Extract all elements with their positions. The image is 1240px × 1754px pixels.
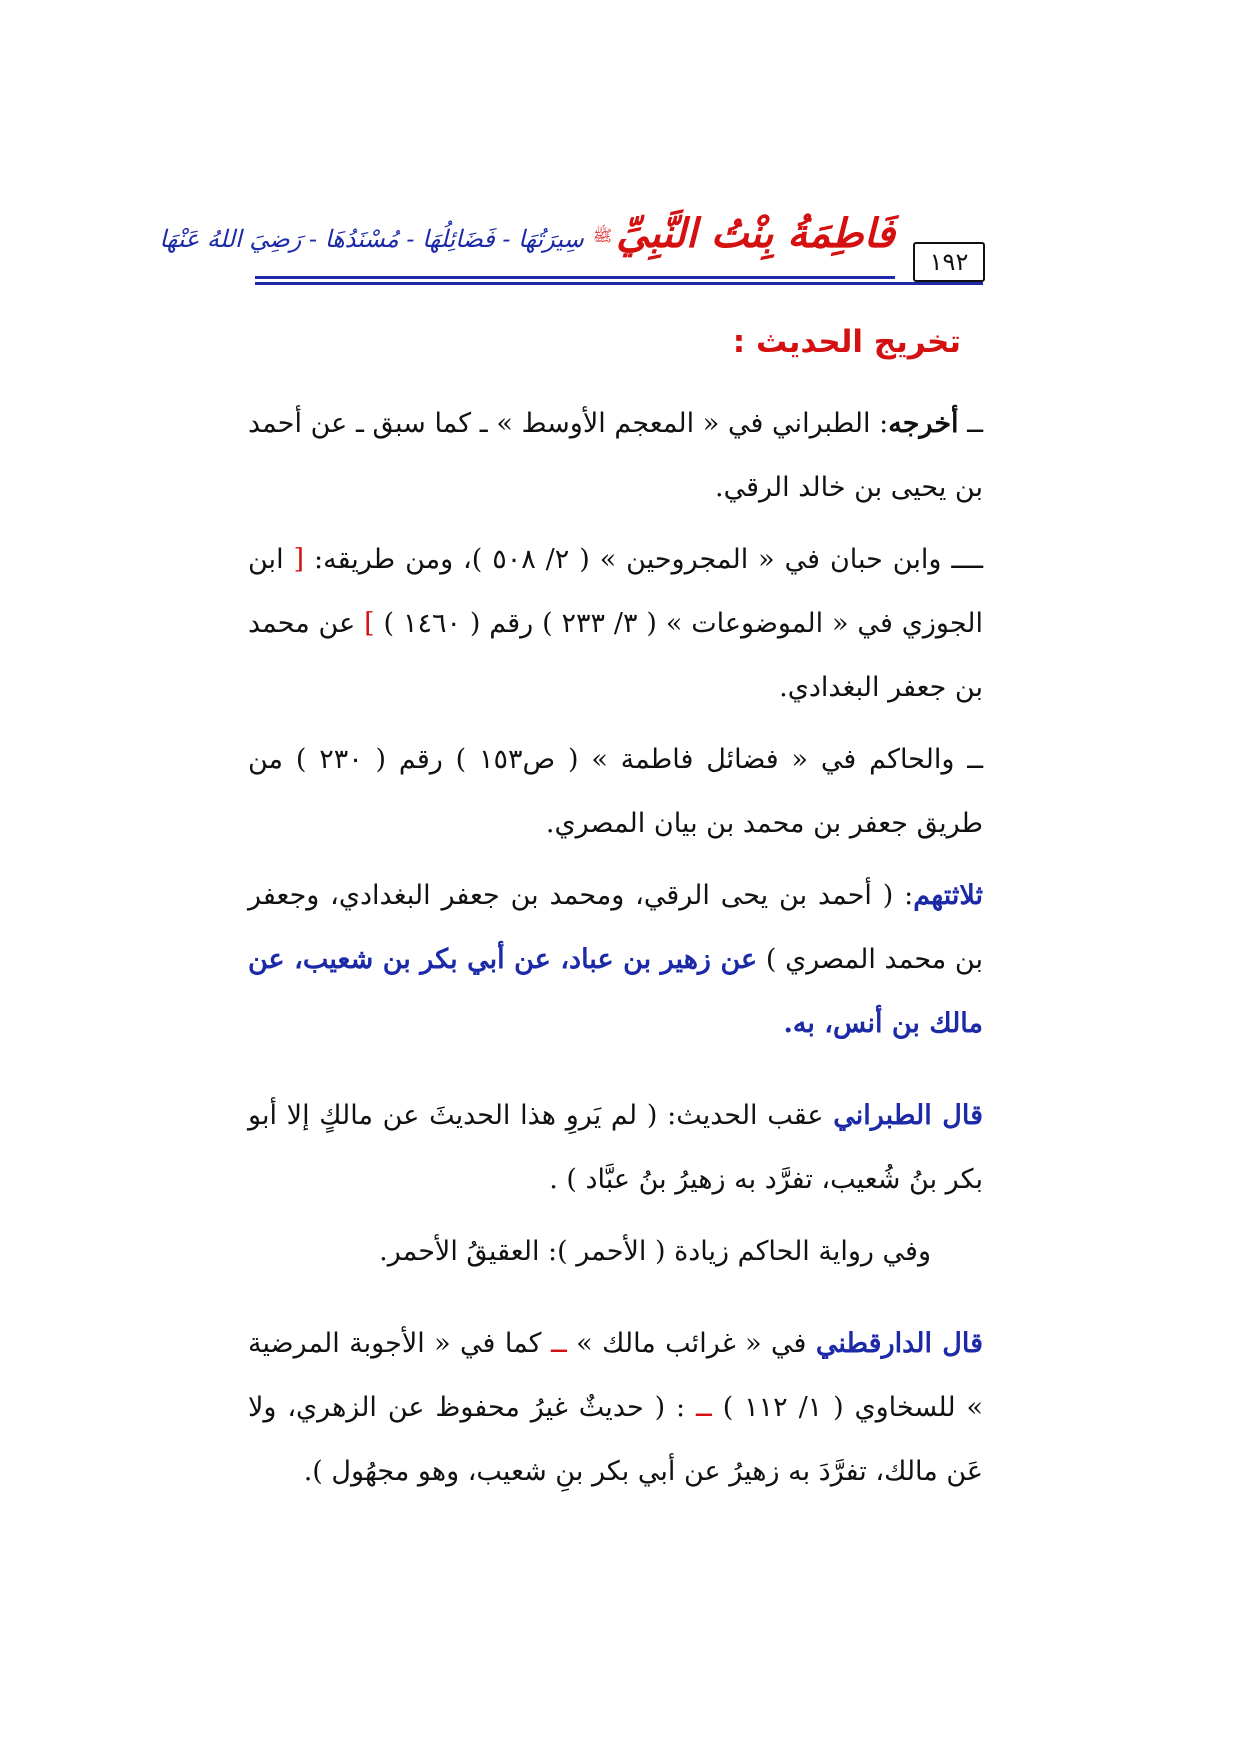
paragraph-text: : ( حديثٌ غيرُ محفوظ عن الزهري، ولا عَن مالك، تفرَّدَ به زهيرُ عن أبي بكر بنِ شعيب، وهو مجهُول ). [248, 1392, 983, 1487]
paragraph-ibn-hibban-source [248, 528, 983, 720]
section-heading: تخريج الحديث : [732, 324, 961, 360]
paragraph-text: في « غرائب مالك » [566, 1328, 816, 1359]
paragraph-text: كما في « الأجوبة المرضية » للسخاوي ( ١/ ١١٢ ) [248, 1328, 983, 1423]
book-subtitle: سِيرَتُهَا - فَضَائِلُهَا - مُسْنَدُهَا - رَضِيَ اللهُ عَنْهَا [159, 225, 584, 253]
narration-chain: عن زهير بن عباد، عن أبي بكر بن شعيب، عن مالك بن أنس، به. [248, 944, 983, 1039]
paragraph-text: عقب الحديث: ( لم يَروِ هذا الحديثَ عن مالكٍ إلا أبو بكر بنُ شُعيب، تفرَّد به زهيرُ بنُ عبَّاد ) . [248, 1100, 983, 1195]
book-title-main: فَاطِمَةُ بِنْتُ النَّبِيِّ [616, 210, 895, 257]
paragraph-lead: قال الطبراني [833, 1100, 983, 1131]
list-dash: ــــ [941, 544, 983, 575]
header-rule-top [255, 276, 895, 279]
parenthetical-dash: ــ [550, 1328, 567, 1359]
paragraph-hakim-addition [248, 1220, 983, 1284]
paragraph-text: وابن حبان في « المجروحين » ( ٢/ ٥٠٨ )، ومن طريقه: [304, 544, 942, 575]
bracket-close: ] [364, 608, 375, 639]
paragraph-common-chain [248, 864, 983, 1056]
paragraph-daraqutni-comment [248, 1312, 983, 1504]
paragraph-tabarani-comment [248, 1084, 983, 1212]
paragraph-lead: قال الدارقطني [815, 1328, 983, 1359]
paragraph-text: عن محمد بن جعفر البغدادي. [248, 608, 983, 703]
honorific-mark: ﷺ [592, 225, 613, 245]
paragraph-text: والحاكم في « فضائل فاطمة » ( ص١٥٣ ) رقم ( ٢٣٠ ) من طريق جعفر بن محمد بن بيان المصري. [248, 744, 983, 839]
paragraph-tabarani-source [248, 392, 983, 520]
page-number: ١٩٢ [913, 242, 985, 282]
paragraph-text: : ( أحمد بن يحى الرقي، ومحمد بن جعفر البغدادي، وجعفر بن محمد المصري ) [248, 880, 983, 975]
page-body [248, 320, 983, 1504]
list-dash: ــ [958, 408, 983, 439]
bracket-open: [ [293, 544, 305, 575]
paragraph-lead: أخرجه [888, 408, 959, 439]
paragraph-text: وفي رواية الحاكم زيادة ( الأحمر ): العقيقُ الأحمر. [379, 1236, 931, 1267]
list-dash: ــ [954, 744, 984, 775]
running-header [159, 180, 985, 290]
paragraph-text: : الطبراني في « المعجم الأوسط » ـ كما سبق ـ عن أحمد بن يحيى بن خالد الرقي. [248, 408, 983, 503]
paragraph-hakim-source [248, 728, 983, 856]
book-title [159, 210, 895, 285]
header-rule-bottom [255, 282, 983, 285]
parenthetical-dash: ــ [696, 1392, 712, 1423]
paragraph-text: ابن الجوزي في « الموضوعات » ( ٣/ ٢٣٣ ) رقم ( ١٤٦٠ ) [248, 544, 984, 639]
paragraph-lead: ثلاثتهم [913, 880, 983, 911]
